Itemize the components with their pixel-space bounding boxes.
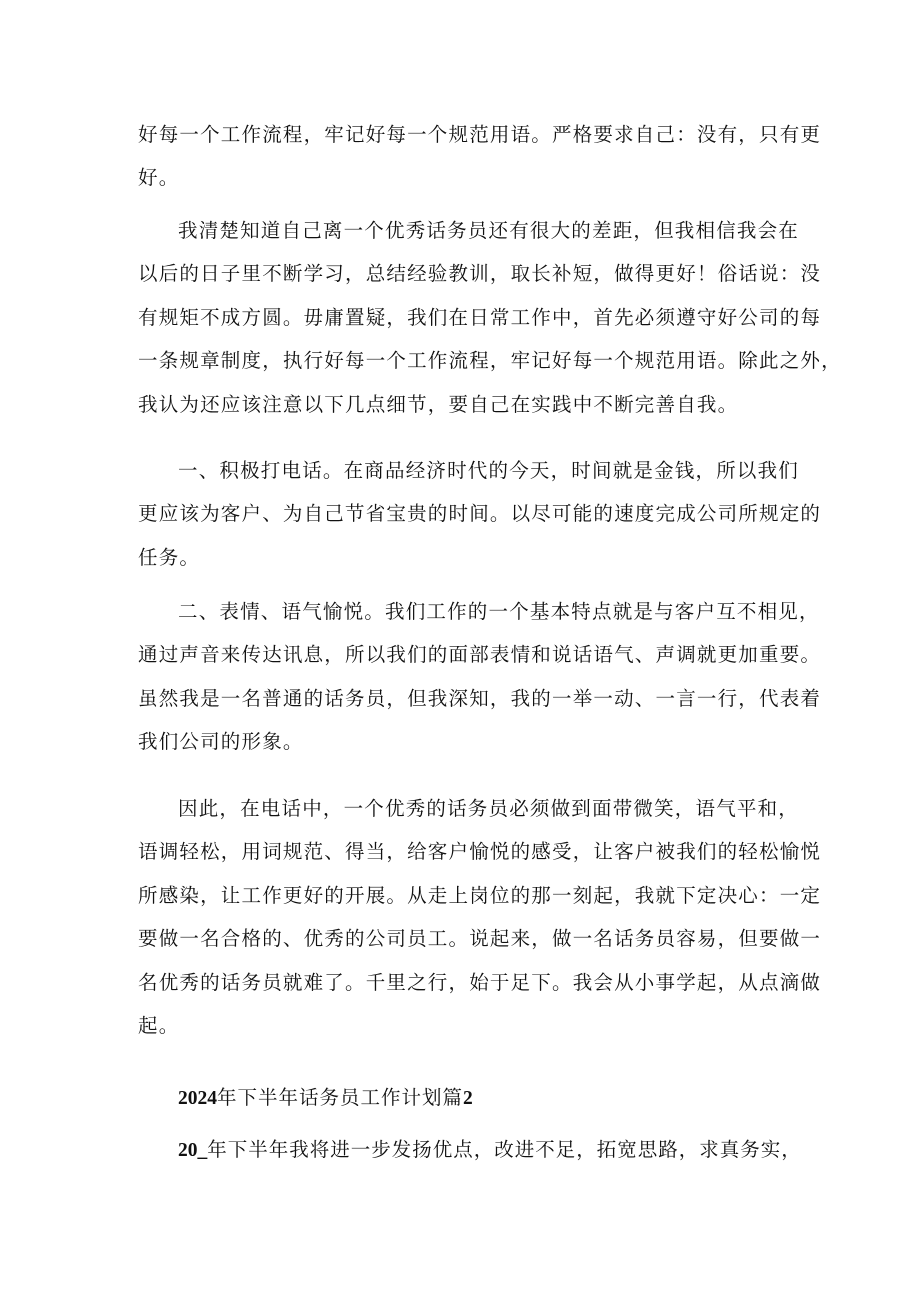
text-line: 语调轻松，用词规范、得当，给客户愉悦的感受，让客户被我们的轻松愉悦 <box>138 840 822 864</box>
text-line: 因此，在电话中，一个优秀的话务员必须做到面带微笑，语气平和， <box>178 797 800 820</box>
text-line: 我们公司的形象。 <box>138 730 304 754</box>
text-line: 通过声音来传达讯息，所以我们的面部表情和说话语气、声调就更加重要。 <box>138 643 822 667</box>
text-line: 一条规章制度，执行好每一个工作流程，牢记好每一个规范用语。除此之外， <box>138 349 842 373</box>
paragraph-1 <box>138 113 822 200</box>
text-line: 有规矩不成方圆。毋庸置疑，我们在日常工作中，首先必须遵守好公司的每 <box>138 305 822 329</box>
paragraph-3 <box>138 449 822 579</box>
text-line: 好每一个工作流程，牢记好每一个规范用语。严格要求自己：没有，只有更 <box>138 123 822 146</box>
text-line: 我清楚知道自己离一个优秀话务员还有很大的差距，但我相信我会在 <box>178 219 800 242</box>
text-line: 我认为还应该注意以下几点细节，要自己在实践中不断完善自我。 <box>138 392 739 416</box>
text-line: 好。 <box>138 166 180 190</box>
paragraph-5 <box>138 787 822 1047</box>
paragraph-2 <box>138 209 842 426</box>
last-line-text: 年下半年我将进一步发扬优点，改进不足，拓宽思路，求真务实， <box>207 1138 802 1161</box>
heading-year: 2024 <box>178 1088 217 1109</box>
heading-text: 年下半年话务员工作计划篇 <box>217 1086 464 1109</box>
section-heading <box>178 1076 473 1120</box>
text-line: 虽然我是一名普通的话务员，但我深知，我的一举一动、一言一行，代表着 <box>138 686 822 710</box>
text-line: 所感染，让工作更好的开展。从走上岗位的那一刻起，我就下定决心：一定 <box>138 883 822 907</box>
paragraph-4 <box>138 590 822 764</box>
year-prefix: 20_ <box>178 1140 208 1161</box>
text-line: 二、表情、语气愉悦。我们工作的一个基本特点就是与客户互不相见， <box>178 600 820 623</box>
last-line <box>178 1128 802 1172</box>
text-line: 名优秀的话务员就难了。千里之行，始于足下。我会从小事学起，从点滴做 <box>138 970 822 994</box>
heading-number: 2 <box>463 1088 473 1109</box>
text-line: 以后的日子里不断学习，总结经验教训，取长补短，做得更好！俗话说：没 <box>138 262 822 286</box>
text-line: 更应该为客户、为自己节省宝贵的时间。以尽可能的速度完成公司所规定的 <box>138 502 822 526</box>
text-line: 起。 <box>138 1014 180 1038</box>
text-line: 一、积极打电话。在商品经济时代的今天，时间就是金钱，所以我们 <box>178 459 800 482</box>
text-line: 任务。 <box>138 545 201 569</box>
text-line: 要做一名合格的、优秀的公司员工。说起来，做一名话务员容易，但要做一 <box>138 927 822 951</box>
